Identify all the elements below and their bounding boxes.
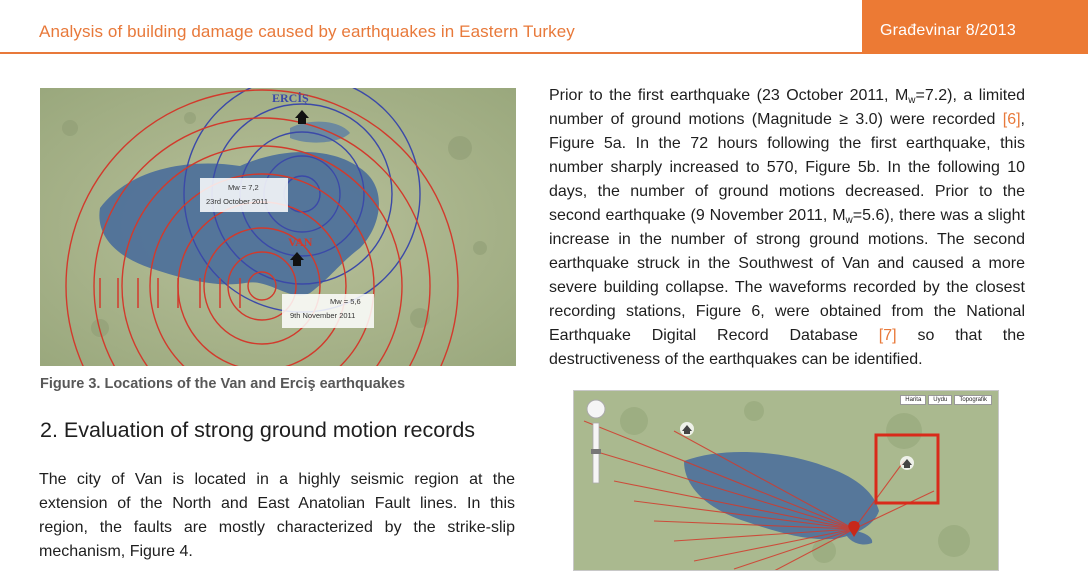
- satellite-type-button[interactable]: Uydu: [928, 395, 952, 405]
- figure-6-map: [573, 390, 999, 571]
- header-title: Analysis of building damage caused by earthquakes in Eastern Turkey: [39, 22, 575, 41]
- station-icon: [680, 422, 694, 436]
- right-paragraph-text: Prior to the first earthquake (23 October 2011, M: [549, 87, 909, 104]
- mw2-label: Mw = 5,6: [330, 297, 361, 306]
- right-paragraph-text: =7.2), a limited number of ground motions (Magnitude ≥ 3.0) were recorded: [549, 87, 1025, 128]
- ercis-label: ERCİŞ: [272, 91, 309, 105]
- date2-label: 9th November 2011: [290, 311, 356, 320]
- reference-6-link[interactable]: [6]: [1002, 111, 1021, 128]
- right-paragraph-text: so that the destructiveness of the earthquakes can be identified.: [549, 327, 1025, 368]
- section-paragraph: The city of Van is located in a highly seismic region at the extension of the North and East Anatolian Fault lines. In this region, the faults are mostly characterized by the strike-slip mechanism, Figure 4.: [39, 471, 515, 560]
- reference-7-link[interactable]: [7]: [878, 327, 897, 344]
- journal-badge: [862, 0, 1088, 54]
- station-icon: [900, 456, 914, 470]
- right-paragraph-text: =5.6), there was a slight increase in the number of strong ground motions. The second earthquake struck in the Southwest of Van and caused a more severe building collapse. The waveforms recorded by the closest recording stations, Figure 6, were obtained from the National Earthquake Digital Record Database: [549, 207, 1025, 344]
- subscript-w: w: [845, 215, 853, 226]
- terrain-type-button[interactable]: Topografik: [954, 395, 992, 405]
- map-type-button[interactable]: Harita: [900, 395, 926, 405]
- right-paragraph-text: , Figure 5a. In the 72 hours following the first earthquake, this number sharply increased to 570, Figure 5b. In the following 10 days, the number of ground motions decreased. Prior to the second earthquake (9 November 2011, M: [549, 111, 1025, 224]
- figure-3-map: [40, 88, 516, 366]
- figure-3-caption: Figure 3. Locations of the Van and Erciş earthquakes: [40, 376, 406, 392]
- mw1-label: Mw = 7,2: [228, 183, 259, 192]
- right-paragraph: [549, 84, 1025, 372]
- date1-label: 23rd October 2011: [206, 197, 268, 206]
- map-type-controls: [900, 395, 992, 405]
- running-header: [0, 0, 862, 54]
- van-label: VAN: [288, 235, 313, 249]
- subscript-w: w: [908, 95, 916, 106]
- section-heading: 2. Evaluation of strong ground motion records: [40, 418, 476, 442]
- journal-name: Građevinar 8/2013: [880, 22, 1016, 39]
